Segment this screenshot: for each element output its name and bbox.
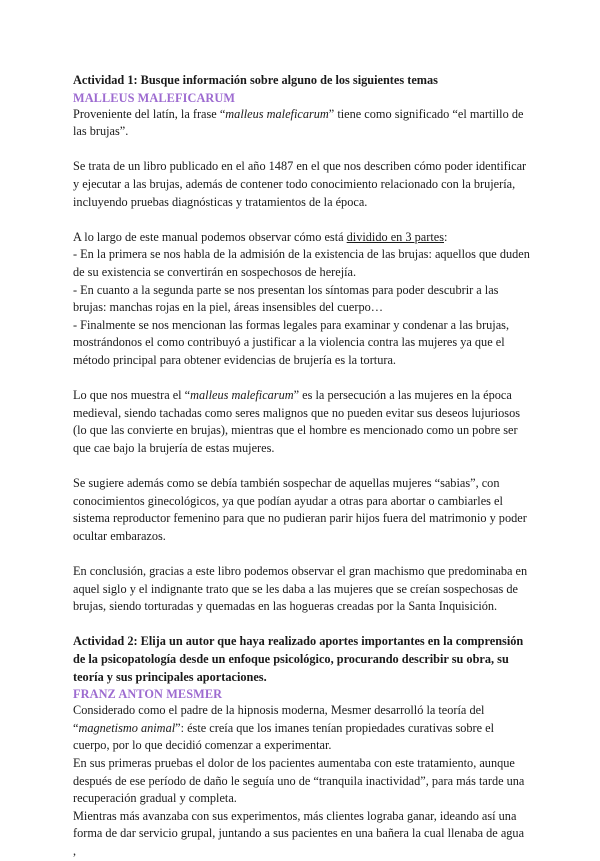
activity-2-paragraph-3: Mientras más avanzaba con sus experimentos, más clientes lograba ganar, ideando así una forma de dar servicio grupal, juntando a sus pacientes en una bañera la cual llenaba de agua ,	[73, 808, 525, 858]
activity-1-paragraph-5: Se sugiere además como se debía también sospechar de aquellas mujeres “sabias”, con conocimientos ginecológicos, ya que podían ayudar a otras para abortar o cambiarles el sistema reproductor femenino para que no pudieran parir hijos fuera del matrimonio y poder ocultar embarazos.	[73, 476, 527, 543]
list-item-1: - En la primera se nos habla de la admisión de la existencia de las brujas: aquellos que duden de su existencia se convertirán en sospechosos de herejía.	[73, 247, 530, 279]
activity-1-paragraph-2: Se trata de un libro publicado en el año 1487 en el que nos describen cómo poder identificar y ejecutar a las brujas, además de contener todo conocimiento relacionado con la brujería, incluyendo pruebas diagnósticas y tratamientos de la época.	[73, 159, 527, 209]
activity-1-paragraph-1: Proveniente del latín, la frase “malleus maleficarum” tiene como significado “el martillo de las brujas”.	[73, 106, 524, 139]
list-item-2: - En cuanto a la segunda parte se nos presentan los síntomas para poder descubrir a las brujas: manchas rojas en la piel, áreas insensibles del cuerpo…	[73, 282, 499, 315]
activity-2-heading: Actividad 2: Elija un autor que haya realizado aportes importantes en la comprensión de la psicopatología desde un enfoque psicológico, procurando describir su obra, su teoría y sus principales aportaciones.	[73, 634, 524, 684]
activity-2-subtitle: FRANZ ANTON MESMER	[73, 687, 223, 702]
activity-1-subtitle: MALLEUS MALEFICARUM	[73, 90, 236, 105]
activity-1-paragraph-4: Lo que nos muestra el “malleus maleficarum” es la persecución a las mujeres en la época medieval, siendo tachadas como seres malignos que no pueden evitar sus deseos lujuriosos (lo que las convierte en brujas), mientras que el hombre es mencionado como un pobre ser que cae bajo la brujería de estas mujeres.	[73, 388, 521, 455]
activity-1-paragraph-6: En conclusión, gracias a este libro podemos observar el gran machismo que predominaba en aquel siglo y el indignante trato que se les daba a las mujeres que se creían sospechosas de brujas, siendo torturadas y quemadas en las hogueras creadas por la Santa Inquisición.	[73, 564, 528, 614]
activity-2-paragraph-2: En sus primeras pruebas el dolor de los pacientes aumentaba con este tratamiento, aunque después de ese período de daño le seguía uno de “tranquila inactividad”, para más tarde una recuperación gradual y completa.	[73, 755, 525, 806]
activity-1-heading: Actividad 1: Busque información sobre alguno de los siguientes temas	[73, 73, 438, 87]
activity-1-paragraph-3: A lo largo de este manual podemos observar cómo está dividido en 3 partes:	[73, 229, 448, 244]
list-item-3: - Finalmente se nos mencionan las formas legales para examinar y condenar a las brujas, mostrándonos el como contribuyó a justificar a la violencia contra las mujeres ya que el método principal para obtener evidencias de brujería es la tortura.	[73, 317, 510, 367]
activity-2-paragraph-1: Considerado como el padre de la hipnosis moderna, Mesmer desarrolló la teoría del “magnetismo animal”: éste creía que los imanes tenían propiedades curativas sobre el cuerpo, por lo que decidió comenzar a experimentar.	[73, 703, 495, 753]
